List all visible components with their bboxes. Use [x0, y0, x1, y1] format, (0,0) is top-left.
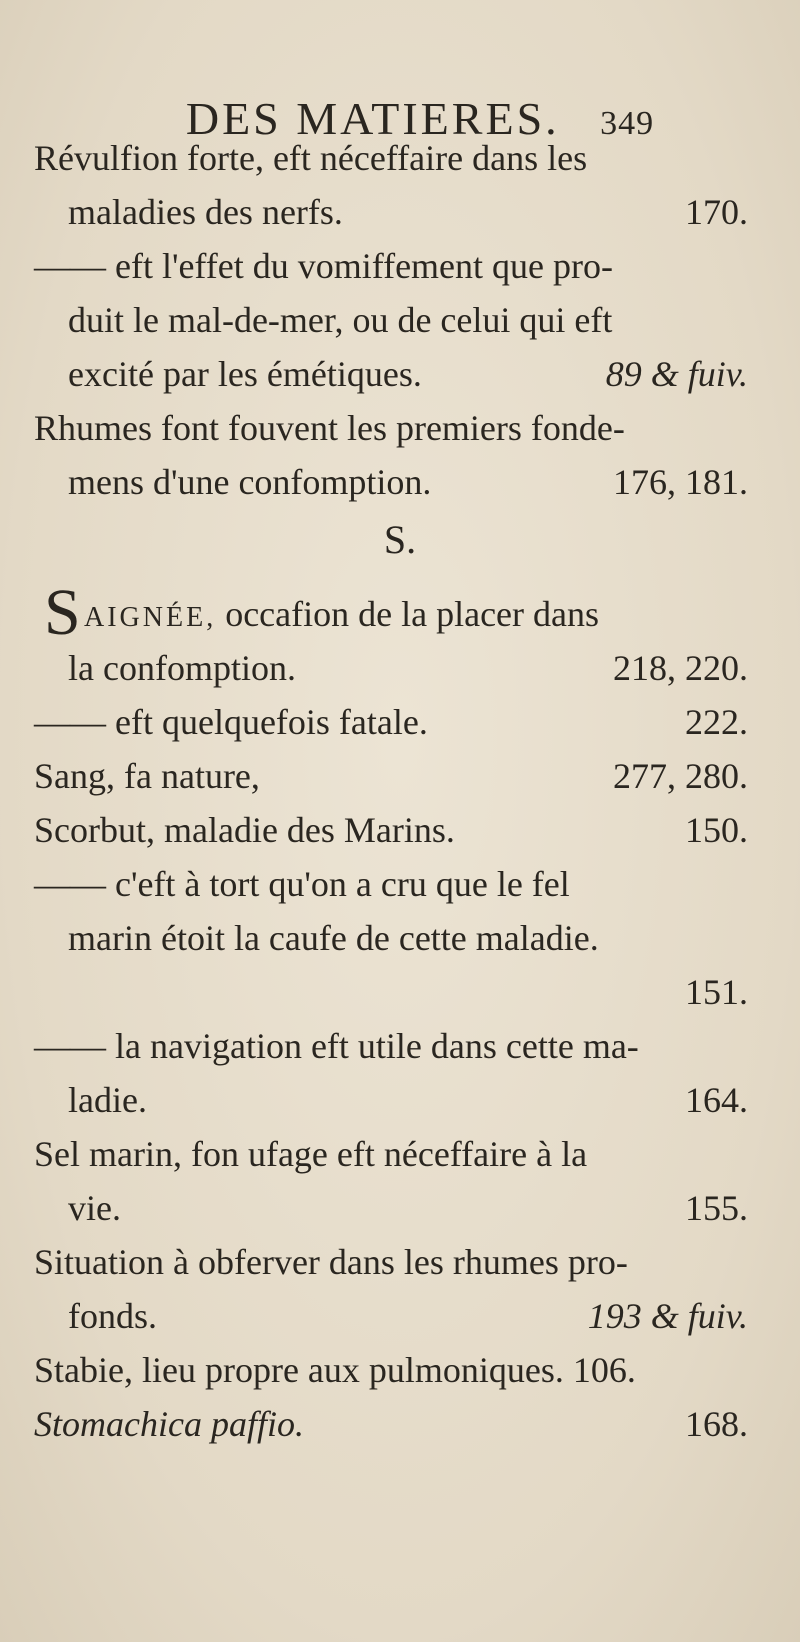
drop-cap: S: [44, 576, 81, 649]
entry-text: excité par les émétiques.: [68, 354, 422, 394]
page-ref: 151.: [685, 972, 748, 1012]
entry-text: marin étoit la caufe de cette maladie.: [68, 918, 599, 958]
entry-text: Situation à obferver dans les rhumes pro-: [34, 1242, 628, 1282]
page-ref: 193 & fuiv.: [587, 1296, 748, 1336]
entry-text: fonds.: [68, 1296, 157, 1336]
entry-text: Rhumes font fouvent les premiers fonde-: [34, 408, 625, 448]
page-ref: 222.: [685, 702, 748, 742]
entry-text: occafion de la placer dans: [225, 594, 600, 634]
entry-text: —— eft quelquefois fatale.: [34, 702, 428, 742]
entry-text: Stabie, lieu propre aux pulmoniques. 106.: [34, 1350, 636, 1390]
entry-text: Sel marin, fon ufage eft néceffaire à la: [34, 1134, 588, 1174]
entry-text: —— la navigation eft utile dans cette ma-: [34, 1026, 639, 1066]
page-ref: 155.: [685, 1188, 748, 1228]
entry-text: Révulfion forte, eft néceffaire dans les: [34, 138, 588, 178]
entry-text: maladies des nerfs.: [68, 192, 343, 232]
entry-text: Stomachica paffio.: [34, 1404, 304, 1444]
entry-text: duit le mal-de-mer, ou de celui qui eft: [68, 300, 613, 340]
entry-text: Sang, fa nature,: [34, 756, 260, 796]
page-ref: 164.: [685, 1080, 748, 1120]
page-number: 349: [600, 105, 655, 142]
page-ref: 176, 181.: [613, 462, 748, 502]
entry-text: Scorbut, maladie des Marins.: [34, 810, 455, 850]
entry-text: —— eft l'effet du vomiffement que pro-: [34, 246, 613, 286]
page-ref: 150.: [685, 810, 748, 850]
page-ref: 170.: [685, 192, 748, 232]
page-ref: 277, 280.: [613, 756, 748, 796]
section-letter: S.: [383, 517, 417, 562]
page-ref: 89 & fuiv.: [605, 354, 748, 394]
entry-head-word: AIGNÉE,: [84, 602, 217, 633]
entry-text: mens d'une confomption.: [68, 462, 432, 502]
entry-head: [84, 592, 599, 640]
page-ref: 168.: [685, 1404, 748, 1444]
running-head-title: DES MATIERES.: [185, 93, 560, 144]
entry-text: la confomption.: [68, 648, 296, 688]
entry-text: ladie.: [68, 1080, 147, 1120]
entry-text: —— c'eft à tort qu'on a cru que le fel: [34, 864, 570, 904]
page-ref: 218, 220.: [613, 648, 748, 688]
entry-text: vie.: [68, 1188, 121, 1228]
